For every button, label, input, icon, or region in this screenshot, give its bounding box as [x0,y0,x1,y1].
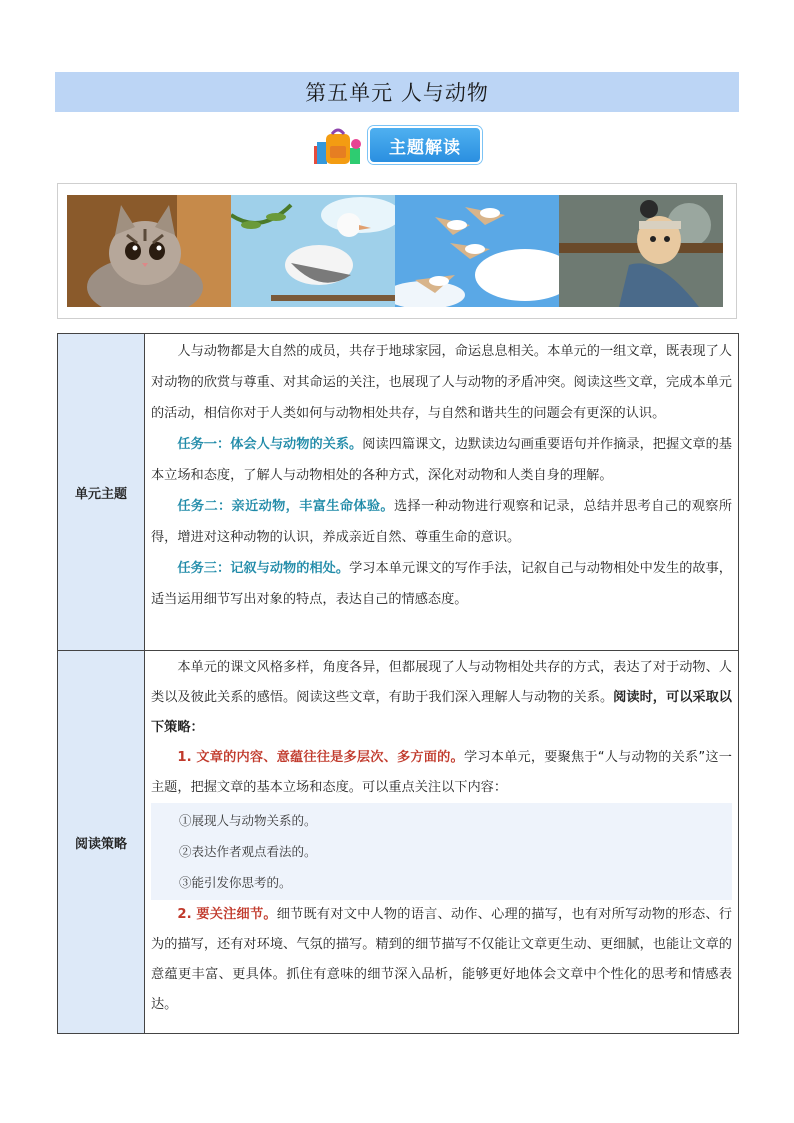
task1-paragraph [151,429,732,491]
point1-paragraph [151,743,732,803]
theme-badge [312,124,482,166]
page-title: 第五单元 人与动物 [55,72,739,112]
strategy-intro-bold: 阅读时，可以采取以下策略： [151,690,732,735]
theme-interpretation-label: 主题解读 [368,126,482,164]
image-strip [57,183,737,319]
unit-table [57,333,739,1034]
kitten-image [67,195,231,307]
task2-paragraph [151,491,732,553]
task3-text: 学习本单元课文的写作手法，记叙自己与动物相处中发生的故事，适当运用细节写出对象的特点，表达自己的情感态度。 [151,561,732,607]
task3-paragraph [151,553,732,615]
theme-content [145,334,739,651]
strategy-intro [151,653,732,743]
point1-title: 1. 文章的内容、意蕴往往是多层次、多方面的。 [177,750,464,765]
school-bag-books-icon [312,124,364,166]
list-item: ②表达作者观点看法的。 [179,844,317,859]
geese-image [395,195,559,307]
task3-title: 任务三：记叙与动物的相处。 [177,561,350,576]
point2-text: 细节既有对文中人物的语言、动作、心理的描写，也有对所写动物的形态、行为的描写，还有对环境、气氛的描写。精到的细节描写不仅能让文章更生动、更细腻，也能让文章的意蕴更丰富、更具体。抓住有意味的细节深入品析，能够更好地体会文章中个性化的思考和情感表达。 [151,907,732,1012]
strategy-row [58,651,739,1034]
task1-title: 任务一：体会人与动物的关系。 [177,437,363,452]
strategy-intro-text: 本单元的课文风格多样，角度各异，但都展现了人与动物相处共存的方式，表达了对于动物、人类以及彼此关系的感悟。阅读这些文章，有助于我们深入理解人与动物的关系。 [151,660,732,705]
point2-title: 2. 要关注细节。 [177,907,277,922]
theme-intro: 人与动物都是大自然的成员，共存于地球家园，命运息息相关。本单元的一组文章，既表现了人对动物的欣赏与尊重、对其命运的关注，也展现了人与动物的矛盾冲突。阅读这些文章，完成本单元的活动，相信你对于人类如何与动物相处共存，与自然和谐共生的问题会有更深的认识。 [151,344,732,421]
task2-title: 任务二：亲近动物，丰富生命体验。 [177,499,394,514]
man-carrying-pole-image [559,195,723,307]
list-item: ①展现人与动物关系的。 [179,813,317,828]
theme-label: 单元主题 [58,334,145,651]
task1-text: 阅读四篇课文，边默读边勾画重要语句并作摘录，把握文章的基本立场和态度，了解人与动物相处的各种方式，深化对动物和人类自身的理解。 [151,437,732,483]
dove-image [231,195,395,307]
task2-text: 选择一种动物进行观察和记录，总结并思考自己的观察所得，增进对这种动物的认识，养成亲近自然、尊重生命的意识。 [151,499,733,545]
point1-text: 学习本单元，要聚焦于“人与动物的关系”这一主题，把握文章的基本立场和态度。可以重点关注以下内容： [151,750,732,795]
point2-paragraph [151,900,732,1020]
strategy-content [145,651,739,1034]
focus-list [151,803,732,900]
list-item: ③能引发你思考的。 [179,875,292,890]
theme-row [58,334,739,651]
strategy-label: 阅读策略 [58,651,145,1034]
